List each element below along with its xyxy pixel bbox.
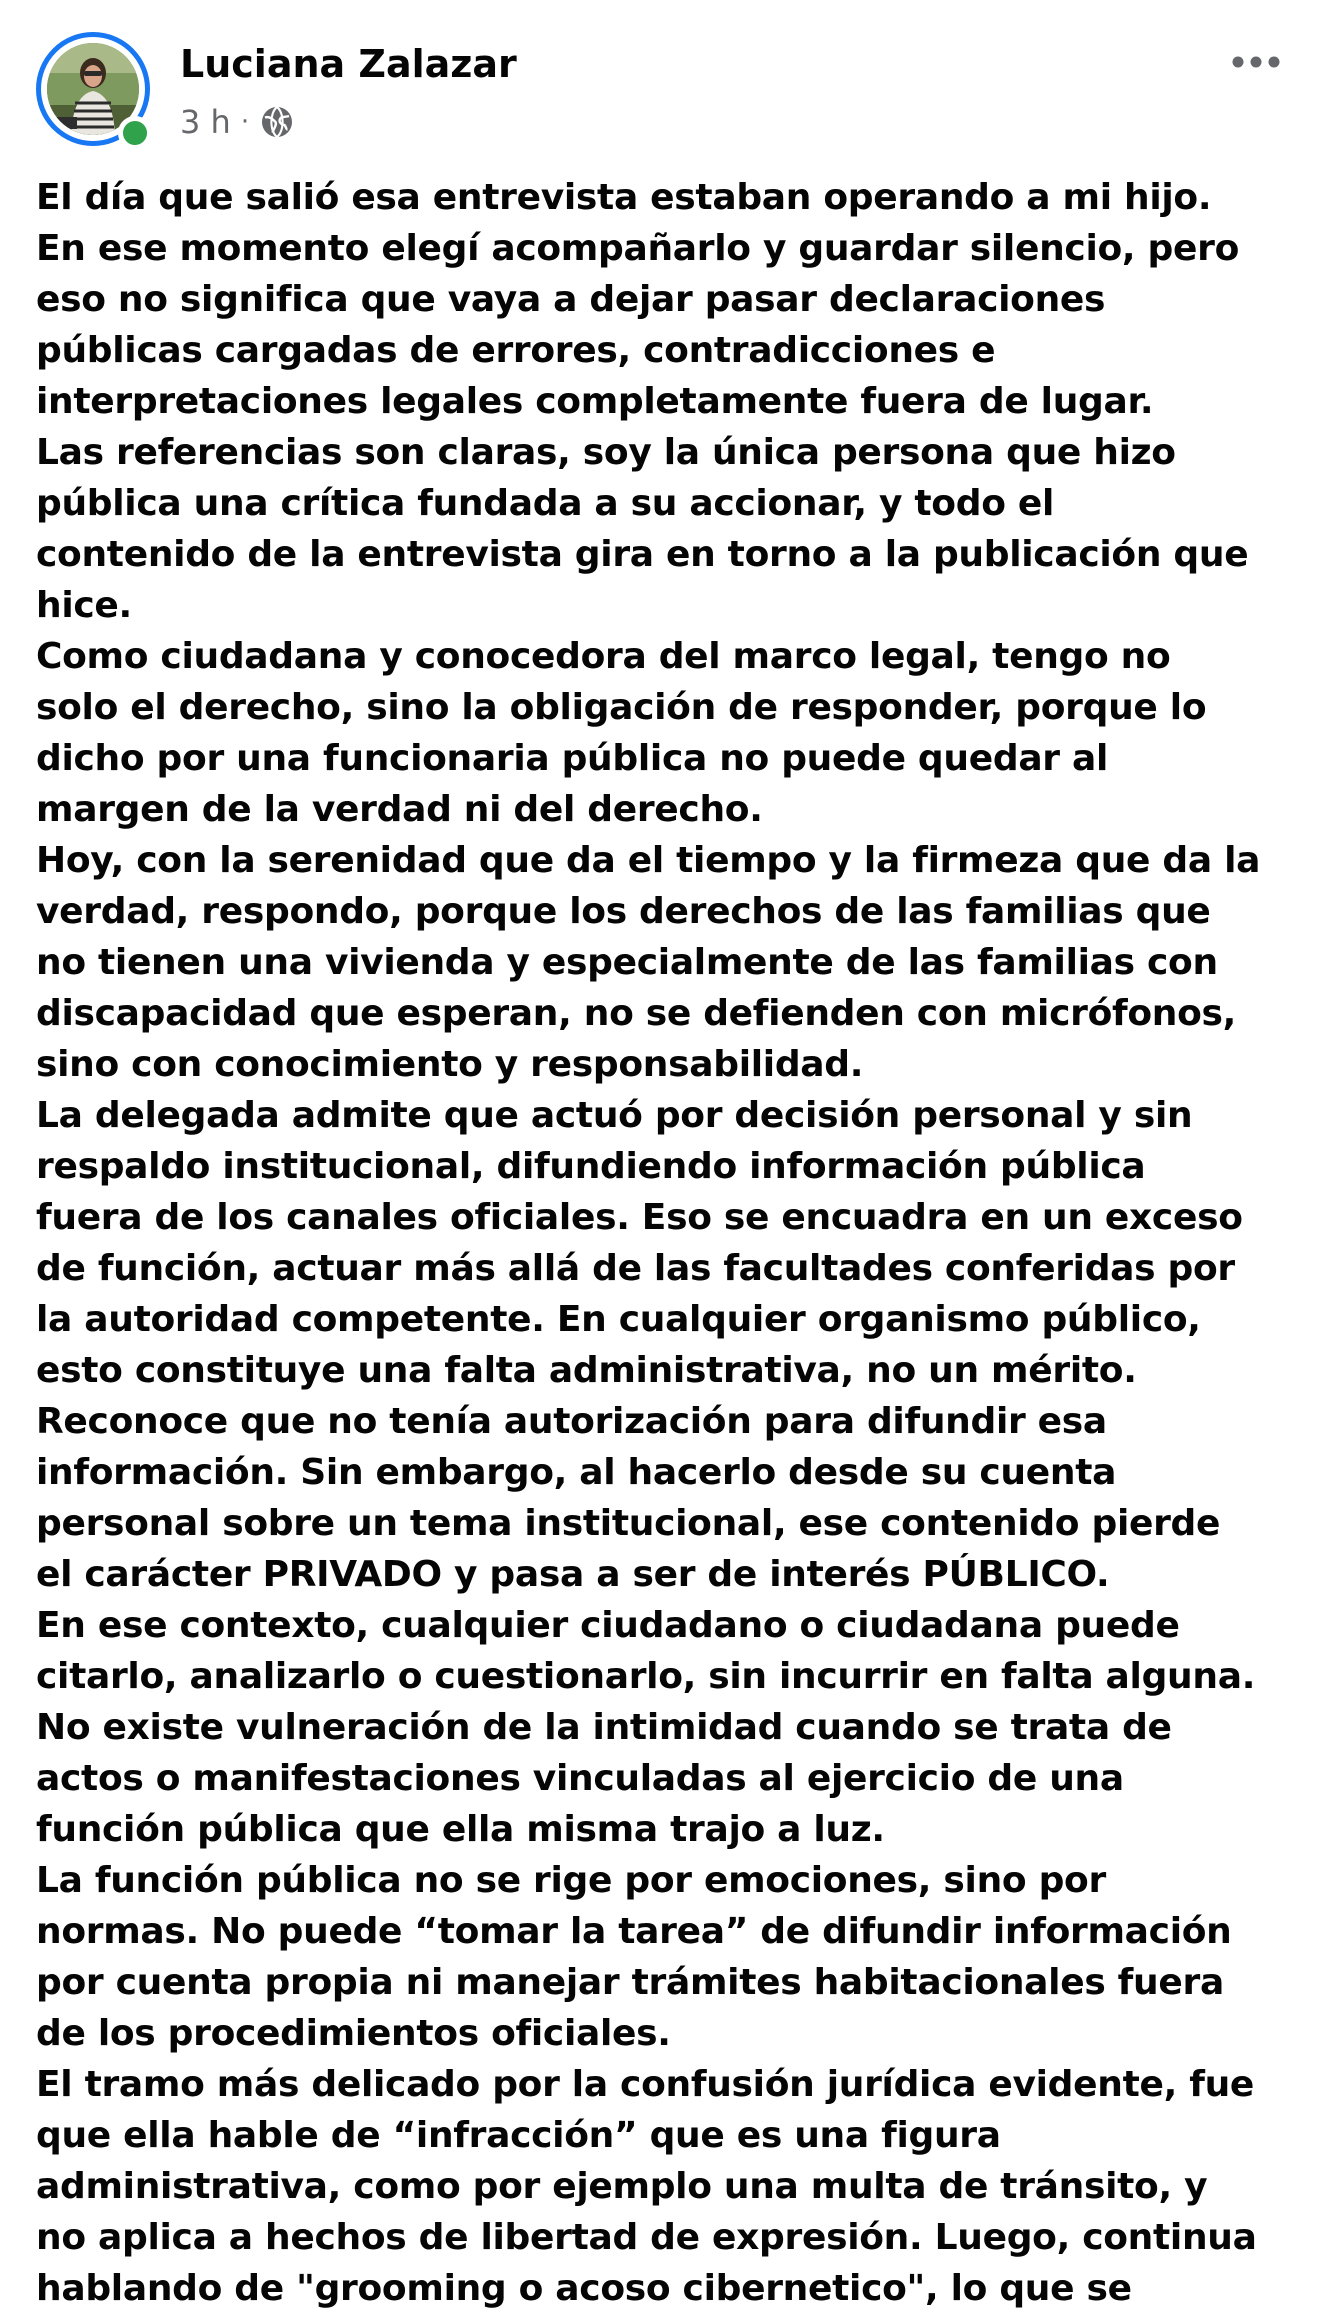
post-text (36, 172, 1306, 2314)
post-text-line: hablando de "grooming o acoso cibernetico", lo que se (36, 2268, 1132, 2309)
post-text-line: El día que salió esa entrevista estaban operando a mi hijo. (36, 177, 1212, 218)
post-text-line: por cuenta propia ni manejar trámites habitacionales fuera (36, 1962, 1224, 2003)
post-text-line: el carácter PRIVADO y pasa a ser de interés PÚBLICO. (36, 1554, 1110, 1595)
post-text-line: no tienen una vivienda y especialmente de las familias con (36, 942, 1218, 983)
post-text-line: dicho por una funcionaria pública no puede quedar al (36, 738, 1109, 779)
post-text-line: El tramo más delicado por la confusión jurídica evidente, fue (36, 2064, 1255, 2105)
post-text-line: Como ciudadana y conocedora del marco legal, tengo no (36, 636, 1171, 677)
post-text-line: pública una crítica fundada a su accionar, y todo el (36, 483, 1055, 524)
post-text-line: normas. No puede “tomar la tarea” de difundir información (36, 1911, 1232, 1952)
post-text-line: No existe vulneración de la intimidad cuando se trata de (36, 1707, 1172, 1748)
globe-icon[interactable] (259, 104, 295, 140)
post-text-line: Las referencias son claras, soy la única persona que hizo (36, 432, 1176, 473)
online-status-dot (118, 116, 152, 150)
post-text-line: personal sobre un tema institucional, ese contenido pierde (36, 1503, 1221, 1544)
post-text-line: información. Sin embargo, al hacerlo desde su cuenta (36, 1452, 1117, 1493)
post-text-line: sino con conocimiento y responsabilidad. (36, 1044, 864, 1085)
post-text-line: hice. (36, 585, 132, 626)
post-text-line: de función, actuar más allá de las facultades conferidas por (36, 1248, 1235, 1289)
post-time[interactable]: 3 h (180, 103, 231, 141)
post-text-line: que ella hable de “infracción” que es una figura (36, 2115, 1001, 2156)
post-text-line: interpretaciones legales completamente fuera de lugar. (36, 381, 1154, 422)
post-text-line: La función pública no se rige por emociones, sino por (36, 1860, 1106, 1901)
post-text-line: administrativa, como por ejemplo una multa de tránsito, y (36, 2166, 1208, 2207)
post-text-line: respaldo institucional, difundiendo información pública (36, 1146, 1146, 1187)
post-text-line: solo el derecho, sino la obligación de responder, porque lo (36, 687, 1207, 728)
post-text-line: contenido de la entrevista gira en torno a la publicación que (36, 534, 1249, 575)
post-text-line: eso no significa que vaya a dejar pasar declaraciones (36, 279, 1106, 320)
more-options-icon (1230, 54, 1282, 70)
post-text-line: actos o manifestaciones vinculadas al ejercicio de una (36, 1758, 1124, 1799)
post-text-line: públicas cargadas de errores, contradicciones e (36, 330, 996, 371)
post-header (0, 0, 1320, 160)
post-text-line: función pública que ella misma trajo a luz. (36, 1809, 885, 1850)
post-text-line: citarlo, analizarlo o cuestionarlo, sin incurrir en falta alguna. (36, 1656, 1256, 1697)
post-text-line: no aplica a hechos de libertad de expresión. Luego, continua (36, 2217, 1257, 2258)
post-text-line: de los procedimientos oficiales. (36, 2013, 671, 2054)
post-text-line: Reconoce que no tenía autorización para difundir esa (36, 1401, 1107, 1442)
more-options-button[interactable] (1224, 40, 1288, 84)
post-text-line: Hoy, con la serenidad que da el tiempo y la firmeza que da la (36, 840, 1261, 881)
post-text-line: fuera de los canales oficiales. Eso se encuadra en un exceso (36, 1197, 1243, 1238)
author-name[interactable]: Luciana Zalazar (180, 42, 517, 86)
post-text-line: esto constituye una falta administrativa, no un mérito. (36, 1350, 1137, 1391)
post-text-line: En ese contexto, cualquier ciudadano o ciudadana puede (36, 1605, 1180, 1646)
post-text-line: discapacidad que esperan, no se defienden con micrófonos, (36, 993, 1237, 1034)
post-text-line: la autoridad competente. En cualquier organismo público, (36, 1299, 1201, 1340)
post-text-line: margen de la verdad ni del derecho. (36, 789, 763, 830)
post-text-line: verdad, respondo, porque los derechos de las familias que (36, 891, 1211, 932)
post-text-line: La delegada admite que actuó por decisión personal y sin (36, 1095, 1193, 1136)
meta-separator: · (240, 107, 250, 137)
post-text-line: En ese momento elegí acompañarlo y guardar silencio, pero (36, 228, 1239, 269)
post-meta (180, 100, 295, 144)
